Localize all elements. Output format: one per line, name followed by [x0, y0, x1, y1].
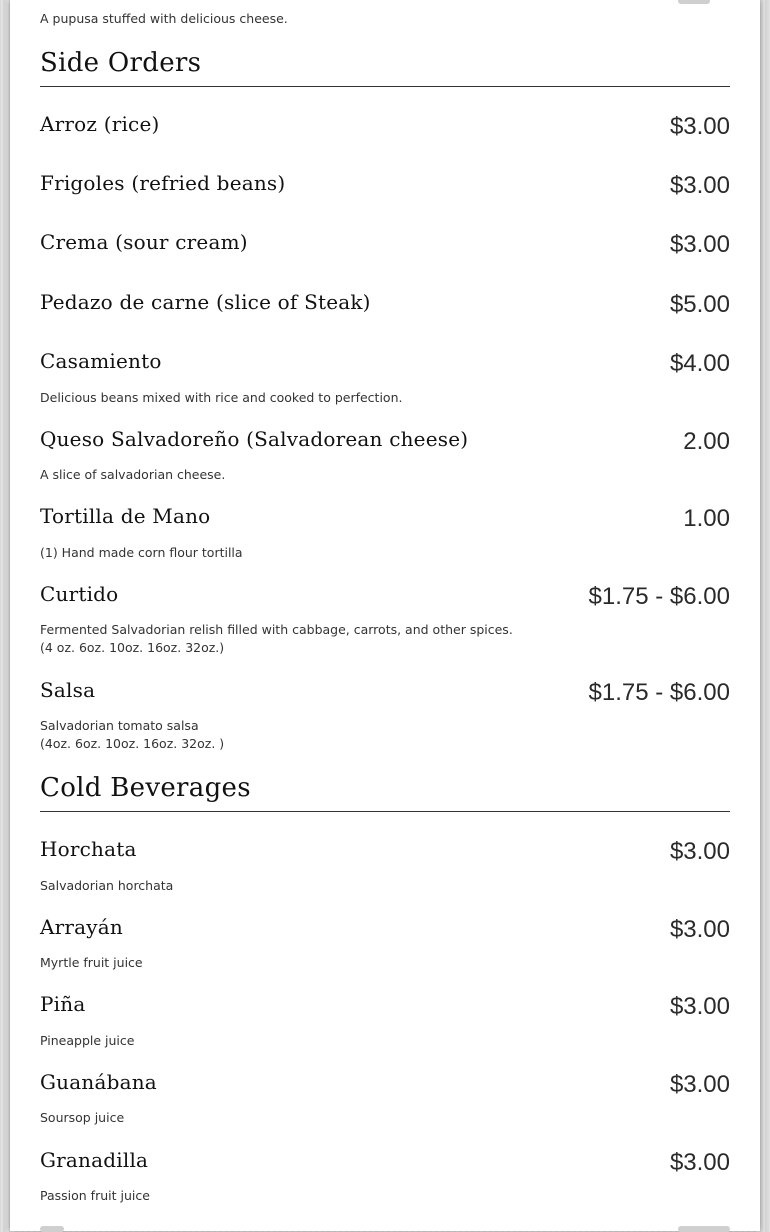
item-name: Queso Salvadoreño (Salvadorean cheese) — [40, 427, 469, 451]
item-price: $3.00 — [669, 113, 730, 140]
section-title-side-orders: Side Orders — [40, 48, 202, 78]
item-name: Pedazo de carne (slice of Steak) — [40, 290, 371, 314]
item-price: $1.75 - $6.00 — [588, 583, 730, 610]
cut-off-item-name — [40, 1226, 64, 1232]
section-divider — [40, 86, 730, 87]
item-name: Arrayán — [40, 915, 123, 939]
item-description: Myrtle fruit juice — [40, 955, 143, 970]
section-divider — [40, 811, 730, 812]
item-price: $3.00 — [669, 172, 730, 199]
item-name: Casamiento — [40, 349, 162, 373]
item-price: 1.00 — [683, 505, 730, 532]
item-name: Granadilla — [40, 1148, 149, 1172]
section-title-cold-beverages: Cold Beverages — [40, 773, 251, 803]
item-price: $3.00 — [669, 916, 730, 943]
item-description: Salvadorian tomato salsa (4oz. 6oz. 10oz. 16oz. 32oz. ) — [40, 718, 225, 751]
item-description: Delicious beans mixed with rice and cooked to perfection. — [40, 390, 403, 405]
item-price: $4.00 — [669, 350, 730, 377]
item-name: Horchata — [40, 837, 137, 861]
item-name: Piña — [40, 992, 86, 1016]
item-name: Curtido — [40, 582, 119, 606]
item-price: 2.00 — [683, 428, 730, 455]
item-description: Fermented Salvadorian relish filled with cabbage, carrots, and other spices. (4 oz. 6oz. 10oz. 16oz. 32oz.) — [40, 622, 513, 655]
item-price: $3.00 — [669, 1149, 730, 1176]
item-name: Salsa — [40, 678, 96, 702]
item-price: $3.00 — [669, 993, 730, 1020]
item-description: Passion fruit juice — [40, 1188, 150, 1203]
item-description: Soursop juice — [40, 1110, 125, 1125]
item-name: Arroz (rice) — [40, 112, 160, 136]
item-name: Crema (sour cream) — [40, 230, 248, 254]
item-price: $5.00 — [669, 291, 730, 318]
item-name: Tortilla de Mano — [40, 504, 211, 528]
item-description: A slice of salvadorian cheese. — [40, 467, 226, 482]
menu-page — [10, 0, 760, 1231]
cut-off-price — [678, 1226, 730, 1232]
cut-off-price — [678, 0, 710, 4]
item-description: A pupusa stuffed with delicious cheese. — [40, 11, 288, 26]
item-price: $1.75 - $6.00 — [588, 679, 730, 706]
item-price: $3.00 — [669, 1071, 730, 1098]
item-name: Frigoles (refried beans) — [40, 171, 286, 195]
item-description: Salvadorian horchata — [40, 878, 174, 893]
item-description: (1) Hand made corn flour tortilla — [40, 545, 243, 560]
item-price: $3.00 — [669, 231, 730, 258]
item-name: Guanábana — [40, 1070, 157, 1094]
item-price: $3.00 — [669, 838, 730, 865]
item-description: Pineapple juice — [40, 1033, 135, 1048]
